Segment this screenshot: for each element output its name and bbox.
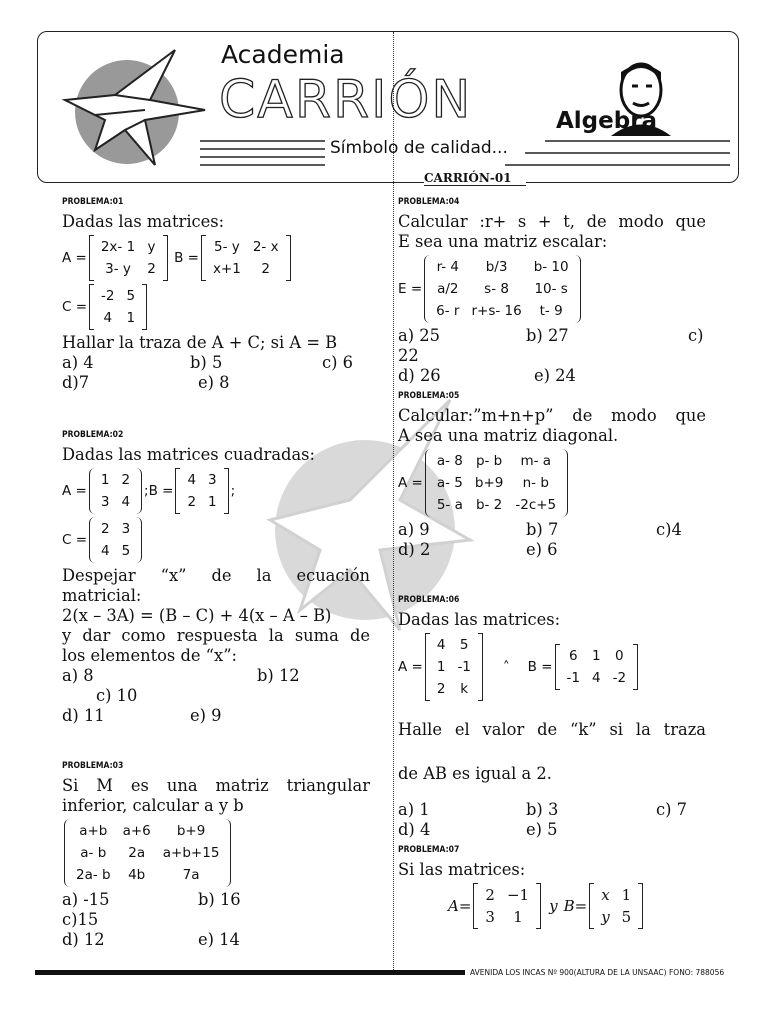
footer-address: AVENIDA LOS INCAS Nº 900(ALTURA DE LA UNSAAC) FONO: 788056 xyxy=(470,968,725,977)
options-row xyxy=(62,890,370,910)
option: b) 3 xyxy=(526,800,559,819)
problem-text: Si las matrices: xyxy=(398,860,526,879)
problem-label: PROBLEMA:03 xyxy=(62,761,124,771)
right-column xyxy=(398,192,706,932)
options-row xyxy=(398,366,706,386)
options-row xyxy=(398,346,706,366)
matrix-row: A = 2x- 1 y 3- y 2 B = 5- y 2- x x+1 2 xyxy=(62,235,370,281)
problem-text: E sea una matriz escalar: xyxy=(398,232,608,251)
problem-text: Dadas las matrices cuadradas: xyxy=(62,445,316,464)
tagline: Símbolo de calidad... xyxy=(330,138,508,158)
option: c) 10 xyxy=(96,686,138,705)
problem-text: los elementos de “x”: xyxy=(62,646,237,665)
matrix-b: x 1 y 5 xyxy=(589,883,643,929)
options-row xyxy=(62,930,370,950)
matrix-a: 1 2 3 4 xyxy=(89,468,142,514)
option: e) 6 xyxy=(526,540,558,559)
option: e) 8 xyxy=(198,373,230,392)
matrix-e: r- 4 b/3 b- 10 a/2 s- 8 10- s 6- r r+s- 16 t- 9 xyxy=(424,255,580,323)
condor-logo xyxy=(55,40,215,170)
problem-text: Dadas las matrices: xyxy=(62,212,225,231)
option: 22 xyxy=(398,346,419,365)
matrix-a: 2 −1 3 1 xyxy=(473,883,541,929)
header-lines xyxy=(200,136,330,176)
academy-label: Academia xyxy=(221,40,345,69)
problem-label: PROBLEMA:05 xyxy=(398,391,460,401)
option: b) 5 xyxy=(190,353,223,372)
options-row xyxy=(398,326,706,346)
options-row xyxy=(62,666,370,686)
option: a) 9 xyxy=(398,520,430,539)
problem-label: PROBLEMA:06 xyxy=(398,595,460,605)
option: d)7 xyxy=(62,373,90,392)
option: b) 12 xyxy=(257,666,300,685)
problem-text: Calcular:”m+n+p” de modo que xyxy=(398,406,706,425)
matrix-b: 4 3 2 1 xyxy=(175,468,228,514)
options-row xyxy=(62,373,370,393)
option: d) 12 xyxy=(62,930,105,949)
matrix-row: A = 4 5 1 -1 2 k ˄ B = 6 1 0 -1 4 -2 xyxy=(398,633,706,701)
options-row xyxy=(62,706,370,726)
left-column xyxy=(62,192,370,950)
option: b) 16 xyxy=(198,890,241,909)
problem-label: PROBLEMA:02 xyxy=(62,430,124,440)
matrix-a: a- 8 p- b m- a a- 5 b+9 n- b 5- a b- 2 -2c+5 xyxy=(425,449,568,517)
problem-label: PROBLEMA:07 xyxy=(398,845,460,855)
option: d) 26 xyxy=(398,366,441,385)
problem-text: Calcular :r+ s + t, de modo que xyxy=(398,212,706,231)
options-row xyxy=(398,520,706,540)
matrix-b: 5- y 2- x x+1 2 xyxy=(201,235,291,281)
matrix-row: A = 2 −1 3 1 y B = x 1 y 5 xyxy=(398,883,706,929)
document-code: CARRIÓN-01 xyxy=(424,171,526,186)
academy-name: CARRIÓN xyxy=(219,70,473,130)
option: e) 14 xyxy=(198,930,240,949)
options-row xyxy=(62,353,370,373)
header-lines-right xyxy=(505,136,735,176)
matrix-c: 2 3 4 5 xyxy=(89,517,142,563)
problem-text: Si M es una matriz triangular xyxy=(62,776,370,795)
column-divider xyxy=(393,32,394,972)
option: b) 7 xyxy=(526,520,559,539)
problem-text: de AB es igual a 2. xyxy=(398,764,552,783)
option: c)15 xyxy=(62,910,99,929)
matrix-a: 4 5 1 -1 2 k xyxy=(425,633,483,701)
matrix-row: C = -2 5 4 1 xyxy=(62,284,370,330)
problem-text: inferior, calcular a y b xyxy=(62,796,244,815)
options-row xyxy=(398,820,706,840)
problem-text: Dadas las matrices: xyxy=(398,610,561,629)
problem-text: matricial: xyxy=(62,586,142,605)
problem-label: PROBLEMA:01 xyxy=(62,197,124,207)
option: a) 8 xyxy=(62,666,94,685)
matrix-row: E = r- 4 b/3 b- 10 a/2 s- 8 10- s 6- r r+s- 16 t- 9 xyxy=(398,255,706,323)
option: d) 2 xyxy=(398,540,431,559)
option: c) 6 xyxy=(322,353,354,372)
matrix-b: 6 1 0 -1 4 -2 xyxy=(555,644,639,690)
option: d) 11 xyxy=(62,706,105,725)
option: e) 24 xyxy=(534,366,576,385)
subject-title: Algebra xyxy=(556,108,658,134)
footer-bar xyxy=(35,970,465,975)
matrix-m: a+b a+6 b+9 a- b 2a a+b+15 2a- b 4b 7a xyxy=(64,819,231,887)
option: c) 7 xyxy=(656,800,688,819)
problem-text: Halle el valor de “k” si la traza xyxy=(398,720,706,739)
option: e) 9 xyxy=(190,706,222,725)
problem-text: Despejar “x” de la ecuación xyxy=(62,566,370,585)
matrix-row: A = a- 8 p- b m- a a- 5 b+9 n- b 5- a b- 2 -2c+5 xyxy=(398,449,706,517)
options-row xyxy=(398,800,706,820)
problem-text: Hallar la traza de A + C; si A = B xyxy=(62,333,338,352)
problem-label: PROBLEMA:04 xyxy=(398,197,460,207)
matrix-c: -2 5 4 1 xyxy=(89,284,147,330)
options-row xyxy=(398,540,706,560)
matrix-row: A = 1 2 3 4 ;B = 4 3 2 1 ; xyxy=(62,468,370,514)
problem-text: A sea una matriz diagonal. xyxy=(398,426,619,445)
option: c) xyxy=(688,326,704,345)
problem-text: y dar como respuesta la suma de xyxy=(62,626,370,645)
option: a) 25 xyxy=(398,326,440,345)
option: a) 1 xyxy=(398,800,430,819)
matrix-a: 2x- 1 y 3- y 2 xyxy=(89,235,168,281)
option: a) -15 xyxy=(62,890,110,909)
option: d) 4 xyxy=(398,820,431,839)
option: b) 27 xyxy=(526,326,569,345)
options-row xyxy=(62,910,370,930)
option: a) 4 xyxy=(62,353,94,372)
option: c)4 xyxy=(656,520,682,539)
option: e) 5 xyxy=(526,820,558,839)
problem-text: 2(x – 3A) = (B – C) + 4(x – A – B) xyxy=(62,606,332,625)
matrix-row xyxy=(62,819,370,887)
options-row xyxy=(62,686,370,706)
matrix-row: C = 2 3 4 5 xyxy=(62,517,370,563)
